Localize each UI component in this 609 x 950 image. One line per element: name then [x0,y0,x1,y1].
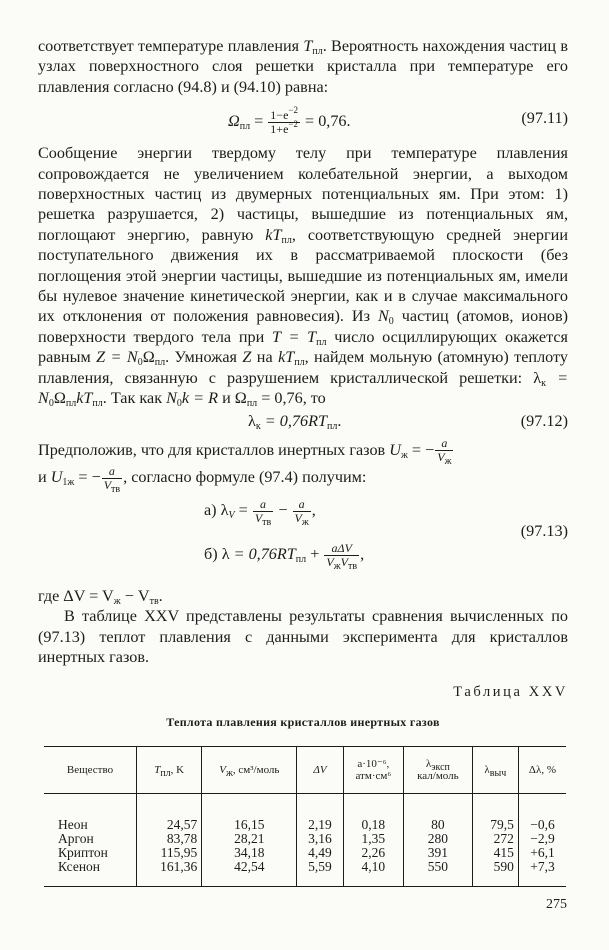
header-tpl: $T_{пл}$, K [137,746,202,793]
table-row: Ксенон 161,36 42,54 5,59 4,10 550 590 +7,3 [44,860,566,887]
table-row: Криптон 115,95 34,18 4,49 2,26 391 415 +6,1 [44,846,566,860]
header-dv: ΔV [297,746,343,793]
header-a: a·10⁻⁶, атм·см⁶ [343,746,403,793]
equation-97-12: $\lambda_к = 0,76RT_{пл}$. (97.12) [248,411,568,432]
table-caption: Теплота плавления кристаллов инертных газов [166,714,440,729]
header-vzh: $V_ж$, см³/моль [202,746,297,793]
table-header-row [44,746,566,793]
paragraph-energy: Сообщение энергии твердому телу при температуре плавления сопровождается не увеличением колебательной энергии, а выходом поверхностных частиц из двумерных потенциальных ям. При этом: 1) решетка разрушается, 2) частицы, вышедшие из потенциальных ям, поглощают энергию, равную $kT_{пл}$, соответствующую средней энергии поступательного движения их в рассматриваемой плоскости (без поглощения этой энергии частицы, вышедшие из потенциальных ям, имели бы нулевое значение кинетической энергии, как и в случае максимального их отклонения от положения равновесия). Из $N_0$ частиц (атомов, ионов) поверхности твердого тела при $T = T_{пл}$ число осциллирующих окажется равным $Z = N_0\Omega_{пл}$. Умножая Z на $kT_{пл}$, найдем мольную (атомную) теплоту плавления, связанную с разрушением кристаллической решетки: $\lambda_к = N_0\Omega_{пл}kT_{пл}$. Так как $N_0k = R$ и $\Omega_{пл} = 0,76$, то [38,144,568,410]
paragraph-intro: соответствует температуре плавления $T_{пл}$. Вероятность нахождения частиц в узлах поверхностного слоя решетки кристалла при температуре его плавления согласно (94.8) и (94.10) равна: [38,37,568,96]
header-substance: Вещество [44,746,137,793]
equation-97-13: а) $\lambda_V$ = $\frac{a}{V_{тв}}$ − $\frac{a}{V_ж}$ , б) $\lambda = 0,76RT_{пл}$ + $\frac{\text{aΔV}}{V_жV_{тв}}$ , (97.13) [204,497,568,573]
header-lcalc: $\lambda_{выч}$ [472,746,518,793]
paragraph-table-intro: В таблице XXV представлены результаты сравнения вычисленных по (97.13) теплот плавления с данными эксперимента для кристаллов инертных газов. [38,607,568,667]
melting-heat-table [44,746,566,887]
page-number: 275 [546,897,567,912]
paragraph-where: где $\Delta V = V_ж - V_{тв}$. [38,587,163,608]
table-row: Аргон 83,78 28,21 3,16 1,35 280 272 −2,9 [44,832,566,846]
header-dl: Δλ, % [518,746,566,793]
page-content [38,36,568,887]
equation-97-11: $\Omega_{пл}$ = $\frac{1-e^{-2}}{1+e^{-2}}$ = 0,76. (97.11) [228,105,568,137]
equation-number: (97.11) [521,109,568,128]
table-row: Неон 24,57 16,15 2,19 0,18 80 79,5 −0,6 [44,793,566,832]
equation-number: (97.12) [520,411,568,430]
paragraph-assumption: Предположив, что для кристаллов инертных газов $U_ж$ = − $\frac{a}{V_ж}$ и $U_{1ж}$ = − $\frac{a}{V_{тв}}$ , согласно формуле (97.4) получим: [38,436,452,496]
header-lexp: $\lambda_{эксп}$ кал/моль [404,746,473,793]
equation-number: (97.13) [520,522,568,541]
table-label: Таблица XXV [453,683,568,700]
